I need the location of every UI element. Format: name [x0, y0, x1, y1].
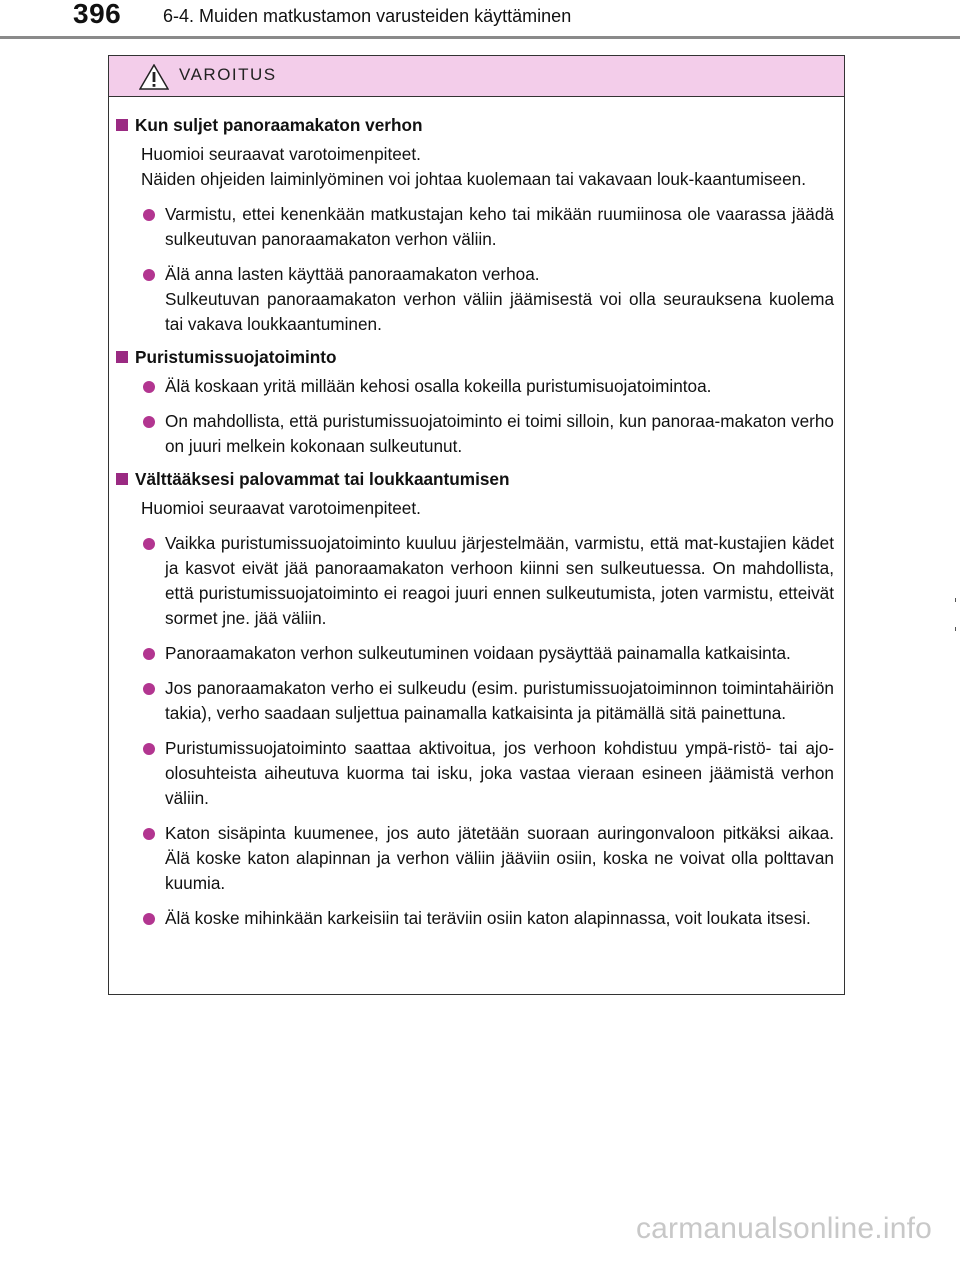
- section-intro: Näiden ohjeiden laiminlyöminen voi johtaa kuolemaan tai vakavaan louk-kaantumiseen.: [141, 169, 806, 189]
- watermark[interactable]: carmanualsonline.info: [635, 1212, 932, 1245]
- section-heading: Välttääksesi palovammat tai loukkaantumisen: [116, 467, 834, 492]
- round-bullet-icon: [143, 743, 155, 755]
- round-bullet-icon: [143, 209, 155, 221]
- warning-section: [116, 345, 834, 459]
- list-item: Vaikka puristumissuojatoiminto kuuluu järjestelmään, varmistu, että mat-kustajien kädet ja kasvot eivät jää panoraamakaton verhoon kiinni sen sulkeutuessa. On mahdollista, että puristumissuojatoiminto ei reagoi juuri ennen sulkeutumista, joten varmistu, etteivät sormet jne. jää väliin.: [116, 531, 834, 631]
- square-bullet-icon: [116, 473, 128, 485]
- round-bullet-icon: [143, 683, 155, 695]
- list-item: Katon sisäpinta kuumenee, jos auto jätetään suoraan auringonvaloon pitkäksi aikaa. Älä koske katon alapinnan ja verhon väliin jääviin osiin, koska ne voivat olla polttavan kuumia.: [116, 821, 834, 896]
- square-bullet-icon: [116, 119, 128, 131]
- warning-body: [109, 97, 844, 931]
- warning-label: VAROITUS: [179, 65, 277, 84]
- round-bullet-icon: [143, 381, 155, 393]
- warning-section: [116, 113, 834, 337]
- round-bullet-icon: [143, 648, 155, 660]
- warning-triangle-icon: [139, 64, 169, 90]
- round-bullet-icon: [143, 913, 155, 925]
- section-heading: Puristumissuojatoiminto: [116, 345, 834, 370]
- warning-box: [108, 55, 845, 995]
- list-item: Älä anna lasten käyttää panoraamakaton verhoa. Sulkeutuvan panoraamakaton verhon väliin jäämisestä voi olla seurauksena kuolema tai vakava loukkaantuminen.: [116, 262, 834, 337]
- round-bullet-icon: [143, 416, 155, 428]
- list-item: Varmistu, ettei kenenkään matkustajan keho tai mikään ruumiinosa ole vaarassa jäädä sulkeutuvan panoraamakaton verhon väliin.: [116, 202, 834, 252]
- round-bullet-icon: [143, 828, 155, 840]
- section-intro: Huomioi seuraavat varotoimenpiteet.: [141, 498, 421, 518]
- warning-header: [109, 56, 844, 97]
- round-bullet-icon: [143, 269, 155, 281]
- list-item: On mahdollista, että puristumissuojatoiminto ei toimi silloin, kun panoraa-makaton verho on juuri melkein kokonaan sulkeutunut.: [116, 409, 834, 459]
- page-number: 396: [73, 0, 122, 29]
- list-item: Panoraamakaton verhon sulkeutuminen voidaan pysäyttää painamalla katkaisinta.: [116, 641, 834, 666]
- margin-tick: [955, 598, 956, 602]
- section-intro: Huomioi seuraavat varotoimenpiteet.: [141, 144, 421, 164]
- warning-section: [116, 467, 834, 931]
- round-bullet-icon: [143, 538, 155, 550]
- list-item: Älä koskaan yritä millään kehosi osalla kokeilla puristumisuojatoimintoa.: [116, 374, 834, 399]
- header-divider: [0, 36, 960, 39]
- section-heading: Kun suljet panoraamakaton verhon: [116, 113, 834, 138]
- list-item: Älä koske mihinkään karkeisiin tai teräviin osiin katon alapinnassa, voit loukata itsesi.: [116, 906, 834, 931]
- margin-tick: [955, 627, 956, 631]
- square-bullet-icon: [116, 351, 128, 363]
- list-item: Puristumissuojatoiminto saattaa aktivoitua, jos verhoon kohdistuu ympä-ristö- tai ajo-olosuhteista aiheutuva kuorma tai isku, joka vastaa vieraan esineen jäämistä verhon väliin.: [116, 736, 834, 811]
- list-item: Jos panoraamakaton verho ei sulkeudu (esim. puristumissuojatoiminnon toimintahäiriön takia), verho saadaan suljettua painamalla katkaisinta ja pitämällä sitä painettuna.: [116, 676, 834, 726]
- chapter-title: 6-4. Muiden matkustamon varusteiden käyttäminen: [163, 6, 572, 26]
